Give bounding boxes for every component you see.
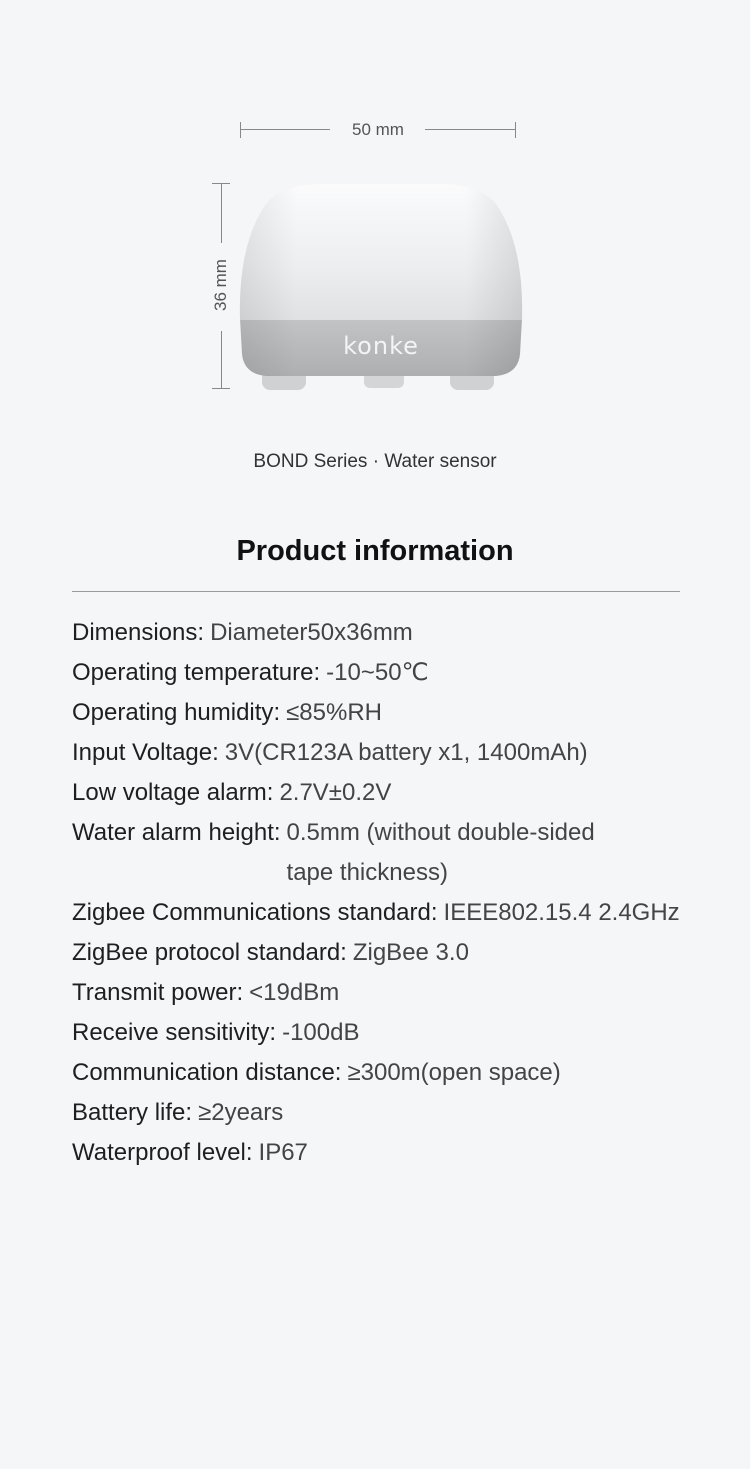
spec-operating-humidity: Operating humidity : ≤85%RH	[72, 693, 742, 733]
spec-list	[72, 613, 742, 1173]
width-dimension-label: 50 mm	[352, 120, 404, 139]
width-dimension-tick-right	[515, 122, 516, 138]
spec-value: IP67	[258, 1139, 308, 1166]
spec-key: Battery life	[72, 1099, 186, 1126]
spec-value: <19dBm	[249, 979, 340, 1006]
spec-input-voltage: Input Voltage : 3V(CR123A battery x1, 1400mAh)	[72, 733, 742, 773]
height-dimension-line-top	[221, 183, 222, 243]
water-sensor-image	[236, 184, 526, 394]
spec-value: -10~50℃	[326, 659, 429, 686]
spec-key: Low voltage alarm	[72, 779, 267, 806]
spec-battery-life: Battery life : ≥2years	[72, 1093, 742, 1133]
spec-value: Diameter50x36mm	[210, 619, 413, 646]
spec-receive-sensitivity: Receive sensitivity : -100dB	[72, 1013, 742, 1053]
spec-water-alarm-height: Water alarm height : 0.5mm (without double-sided tape thickness)	[72, 813, 742, 893]
spec-value: ZigBee 3.0	[352, 939, 469, 966]
width-dimension	[240, 118, 516, 142]
product-caption: BOND Series · Water sensor	[253, 451, 497, 472]
section-title: Product information	[236, 535, 514, 567]
spec-communication-distance: Communication distance : ≥300m(open space)	[72, 1053, 742, 1093]
spec-value: ≤85%RH	[286, 699, 382, 726]
spec-value: -100dB	[282, 1019, 360, 1046]
spec-low-voltage-alarm: Low voltage alarm : 2.7V±0.2V	[72, 773, 742, 813]
spec-key: Operating humidity	[72, 699, 274, 726]
spec-key: Transmit power	[72, 979, 237, 1006]
spec-value: 0.5mm (without double-sided tape thickness)	[286, 819, 595, 886]
height-dimension	[208, 183, 234, 389]
spec-key: ZigBee protocol standard	[72, 939, 341, 966]
brand-logo: konke	[343, 332, 419, 360]
spec-key: Operating temperature	[72, 659, 314, 686]
height-dimension-label: 36 mm	[211, 259, 230, 311]
spec-value: IEEE802.15.4 2.4GHz	[443, 899, 680, 926]
spec-key: Waterproof level	[72, 1139, 246, 1166]
spec-key: Zigbee Communications standard	[72, 899, 431, 926]
height-dimension-line-bottom	[221, 331, 222, 389]
spec-zigbee-protocol-standard: ZigBee protocol standard : ZigBee 3.0	[72, 933, 742, 973]
spec-key: Dimensions	[72, 619, 198, 646]
spec-value: 2.7V±0.2V	[279, 779, 392, 806]
height-dimension-tick-bottom	[212, 388, 230, 389]
spec-operating-temperature: Operating temperature : -10~50℃	[72, 653, 742, 693]
width-dimension-line-right	[425, 129, 516, 130]
spec-key: Receive sensitivity	[72, 1019, 270, 1046]
spec-transmit-power: Transmit power : <19dBm	[72, 973, 742, 1013]
spec-key: Communication distance	[72, 1059, 335, 1086]
spec-value: 3V(CR123A battery x1, 1400mAh)	[224, 739, 588, 766]
spec-value: ≥2years	[198, 1099, 284, 1126]
spec-dimensions: Dimensions : Diameter50x36mm	[72, 613, 742, 653]
spec-key: Input Voltage	[72, 739, 213, 766]
spec-zigbee-communications-standard: Zigbee Communications standard : IEEE802.15.4 2.4GHz	[72, 893, 742, 933]
section-divider	[72, 591, 680, 592]
spec-waterproof-level: Waterproof level : IP67	[72, 1133, 742, 1173]
spec-key: Water alarm height	[72, 819, 274, 846]
spec-value: ≥300m(open space)	[347, 1059, 561, 1086]
